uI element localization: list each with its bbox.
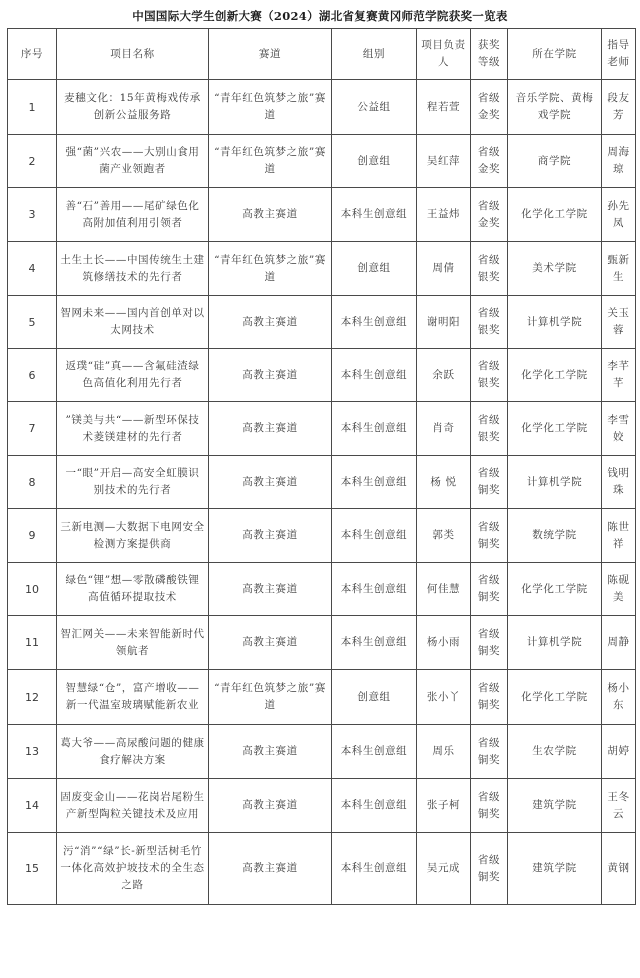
award-level-cell: 省级银奖 <box>471 402 508 456</box>
table-row <box>8 242 636 296</box>
award-level-cell: 省级铜奖 <box>471 670 508 725</box>
leader-cell: 吴元成 <box>417 833 471 905</box>
award-level-cell: 省级银奖 <box>471 296 508 349</box>
leader-cell: 杨小雨 <box>417 616 471 670</box>
award-level-cell: 省级金奖 <box>471 80 508 135</box>
project-name-cell: 固废变金山——花岗岩尾粉生产新型陶粒关键技术及应用 <box>57 779 209 833</box>
header-cell: 获奖等级 <box>471 29 508 80</box>
advisor-cell: 王冬云 <box>602 779 636 833</box>
leader-cell: 余跃 <box>417 349 471 402</box>
leader-cell: 张小丫 <box>417 670 471 725</box>
award-level-cell: 省级银奖 <box>471 242 508 296</box>
row-number-cell: 1 <box>8 80 57 135</box>
college-cell: 化学化工学院 <box>508 563 602 616</box>
header-cell: 赛道 <box>209 29 332 80</box>
award-level-cell: 省级铜奖 <box>471 779 508 833</box>
leader-cell: 吴红萍 <box>417 135 471 188</box>
header-cell: 指导老师 <box>602 29 636 80</box>
leader-cell: 谢明阳 <box>417 296 471 349</box>
group-cell: 本科生创意组 <box>332 725 417 779</box>
college-cell: 建筑学院 <box>508 779 602 833</box>
row-number-cell: 2 <box>8 135 57 188</box>
project-name-cell: 智汇网关——未来智能新时代领航者 <box>57 616 209 670</box>
row-number-cell: 12 <box>8 670 57 725</box>
header-row <box>8 29 636 80</box>
group-cell: 公益组 <box>332 80 417 135</box>
project-name-cell: 污“消”“绿”长-新型活树毛竹一体化高效护坡技术的全生态之路 <box>57 833 209 905</box>
group-cell: 本科生创意组 <box>332 456 417 509</box>
college-cell: 建筑学院 <box>508 833 602 905</box>
leader-cell: 周倩 <box>417 242 471 296</box>
advisor-cell: 周海琼 <box>602 135 636 188</box>
advisor-cell: 孙先凤 <box>602 188 636 242</box>
table-row <box>8 670 636 725</box>
row-number-cell: 5 <box>8 296 57 349</box>
group-cell: 创意组 <box>332 135 417 188</box>
table-row <box>8 80 636 135</box>
advisor-cell: 甄新生 <box>602 242 636 296</box>
table-row <box>8 833 636 905</box>
award-level-cell: 省级金奖 <box>471 135 508 188</box>
leader-cell: 肖奇 <box>417 402 471 456</box>
track-cell: 高教主赛道 <box>209 563 332 616</box>
advisor-cell: 周静 <box>602 616 636 670</box>
row-number-cell: 7 <box>8 402 57 456</box>
table-row <box>8 509 636 563</box>
table-row <box>8 779 636 833</box>
document-title: 中国国际大学生创新大赛（2024）湖北省复赛黄冈师范学院获奖一览表 <box>132 9 508 23</box>
table-row <box>8 349 636 402</box>
advisor-cell: 黄钢 <box>602 833 636 905</box>
leader-cell: 张子柯 <box>417 779 471 833</box>
college-cell: 商学院 <box>508 135 602 188</box>
award-level-cell: 省级金奖 <box>471 188 508 242</box>
college-cell: 计算机学院 <box>508 296 602 349</box>
project-name-cell: 强“菌”兴农——大别山食用菌产业领跑者 <box>57 135 209 188</box>
group-cell: 本科生创意组 <box>332 563 417 616</box>
track-cell: 高教主赛道 <box>209 402 332 456</box>
group-cell: 本科生创意组 <box>332 779 417 833</box>
track-cell: 高教主赛道 <box>209 349 332 402</box>
college-cell: 计算机学院 <box>508 456 602 509</box>
leader-cell: 何佳慧 <box>417 563 471 616</box>
advisor-cell: 关玉蓉 <box>602 296 636 349</box>
advisor-cell: 胡婷 <box>602 725 636 779</box>
college-cell: 美术学院 <box>508 242 602 296</box>
leader-cell: 杨 悦 <box>417 456 471 509</box>
college-cell: 数统学院 <box>508 509 602 563</box>
group-cell: 本科生创意组 <box>332 509 417 563</box>
table-row <box>8 296 636 349</box>
leader-cell: 郭类 <box>417 509 471 563</box>
project-name-cell: 麦穗文化：15年黄梅戏传承创新公益服务路 <box>57 80 209 135</box>
project-name-cell: 智慧绿“仓”，富产增收——新一代温室玻璃赋能新农业 <box>57 670 209 725</box>
group-cell: 创意组 <box>332 242 417 296</box>
leader-cell: 周乐 <box>417 725 471 779</box>
leader-cell: 王益炜 <box>417 188 471 242</box>
award-level-cell: 省级铜奖 <box>471 616 508 670</box>
advisor-cell: 杨小东 <box>602 670 636 725</box>
track-cell: 高教主赛道 <box>209 833 332 905</box>
track-cell: 高教主赛道 <box>209 616 332 670</box>
project-name-cell: 葛大爷——高尿酸问题的健康食疗解决方案 <box>57 725 209 779</box>
college-cell: 化学化工学院 <box>508 670 602 725</box>
award-level-cell: 省级铜奖 <box>471 833 508 905</box>
row-number-cell: 14 <box>8 779 57 833</box>
project-name-cell: 绿色“锂”想—零散磷酸铁锂高值循环提取技术 <box>57 563 209 616</box>
advisor-cell: 陈世祥 <box>602 509 636 563</box>
advisor-cell: 陈砚美 <box>602 563 636 616</box>
project-name-cell: 土生土长——中国传统生土建筑修缮技术的先行者 <box>57 242 209 296</box>
award-level-cell: 省级铜奖 <box>471 725 508 779</box>
college-cell: 计算机学院 <box>508 616 602 670</box>
table-row <box>8 725 636 779</box>
track-cell: “青年红色筑梦之旅”赛道 <box>209 670 332 725</box>
group-cell: 本科生创意组 <box>332 616 417 670</box>
project-name-cell: ”镁美与共“——新型环保技术菱镁建材的先行者 <box>57 402 209 456</box>
track-cell: “青年红色筑梦之旅”赛道 <box>209 135 332 188</box>
project-name-cell: 一“眼”开启—高安全虹膜识别技术的先行者 <box>57 456 209 509</box>
award-level-cell: 省级铜奖 <box>471 563 508 616</box>
track-cell: 高教主赛道 <box>209 509 332 563</box>
table-row <box>8 402 636 456</box>
award-level-cell: 省级铜奖 <box>471 456 508 509</box>
college-cell: 化学化工学院 <box>508 402 602 456</box>
track-cell: 高教主赛道 <box>209 456 332 509</box>
award-level-cell: 省级铜奖 <box>471 509 508 563</box>
group-cell: 本科生创意组 <box>332 402 417 456</box>
track-cell: “青年红色筑梦之旅”赛道 <box>209 80 332 135</box>
project-name-cell: 智网未来——国内首创单对以太网技术 <box>57 296 209 349</box>
project-name-cell: 三新电测—大数据下电网安全检测方案提供商 <box>57 509 209 563</box>
award-level-cell: 省级银奖 <box>471 349 508 402</box>
track-cell: 高教主赛道 <box>209 779 332 833</box>
project-name-cell: 善“石”善用——尾矿绿色化高附加值利用引领者 <box>57 188 209 242</box>
track-cell: 高教主赛道 <box>209 725 332 779</box>
row-number-cell: 13 <box>8 725 57 779</box>
header-cell: 组别 <box>332 29 417 80</box>
advisor-cell: 钱明珠 <box>602 456 636 509</box>
row-number-cell: 6 <box>8 349 57 402</box>
college-cell: 化学化工学院 <box>508 349 602 402</box>
row-number-cell: 10 <box>8 563 57 616</box>
advisor-cell: 李雪姣 <box>602 402 636 456</box>
table-row <box>8 563 636 616</box>
college-cell: 生农学院 <box>508 725 602 779</box>
group-cell: 本科生创意组 <box>332 188 417 242</box>
row-number-cell: 4 <box>8 242 57 296</box>
advisor-cell: 李芊芊 <box>602 349 636 402</box>
project-name-cell: 返璞“硅”真——含氟硅渣绿色高值化利用先行者 <box>57 349 209 402</box>
group-cell: 本科生创意组 <box>332 349 417 402</box>
header-cell: 项目名称 <box>57 29 209 80</box>
row-number-cell: 8 <box>8 456 57 509</box>
leader-cell: 程若萱 <box>417 80 471 135</box>
table-row <box>8 188 636 242</box>
awards-table <box>7 28 636 905</box>
row-number-cell: 3 <box>8 188 57 242</box>
row-number-cell: 9 <box>8 509 57 563</box>
track-cell: 高教主赛道 <box>209 188 332 242</box>
group-cell: 创意组 <box>332 670 417 725</box>
table-row <box>8 616 636 670</box>
header-cell: 项目负责人 <box>417 29 471 80</box>
track-cell: “青年红色筑梦之旅”赛道 <box>209 242 332 296</box>
header-cell: 所在学院 <box>508 29 602 80</box>
advisor-cell: 段友芳 <box>602 80 636 135</box>
row-number-cell: 15 <box>8 833 57 905</box>
header-cell: 序号 <box>8 29 57 80</box>
table-row <box>8 135 636 188</box>
table-row <box>8 456 636 509</box>
track-cell: 高教主赛道 <box>209 296 332 349</box>
group-cell: 本科生创意组 <box>332 833 417 905</box>
college-cell: 音乐学院、黄梅戏学院 <box>508 80 602 135</box>
row-number-cell: 11 <box>8 616 57 670</box>
college-cell: 化学化工学院 <box>508 188 602 242</box>
group-cell: 本科生创意组 <box>332 296 417 349</box>
